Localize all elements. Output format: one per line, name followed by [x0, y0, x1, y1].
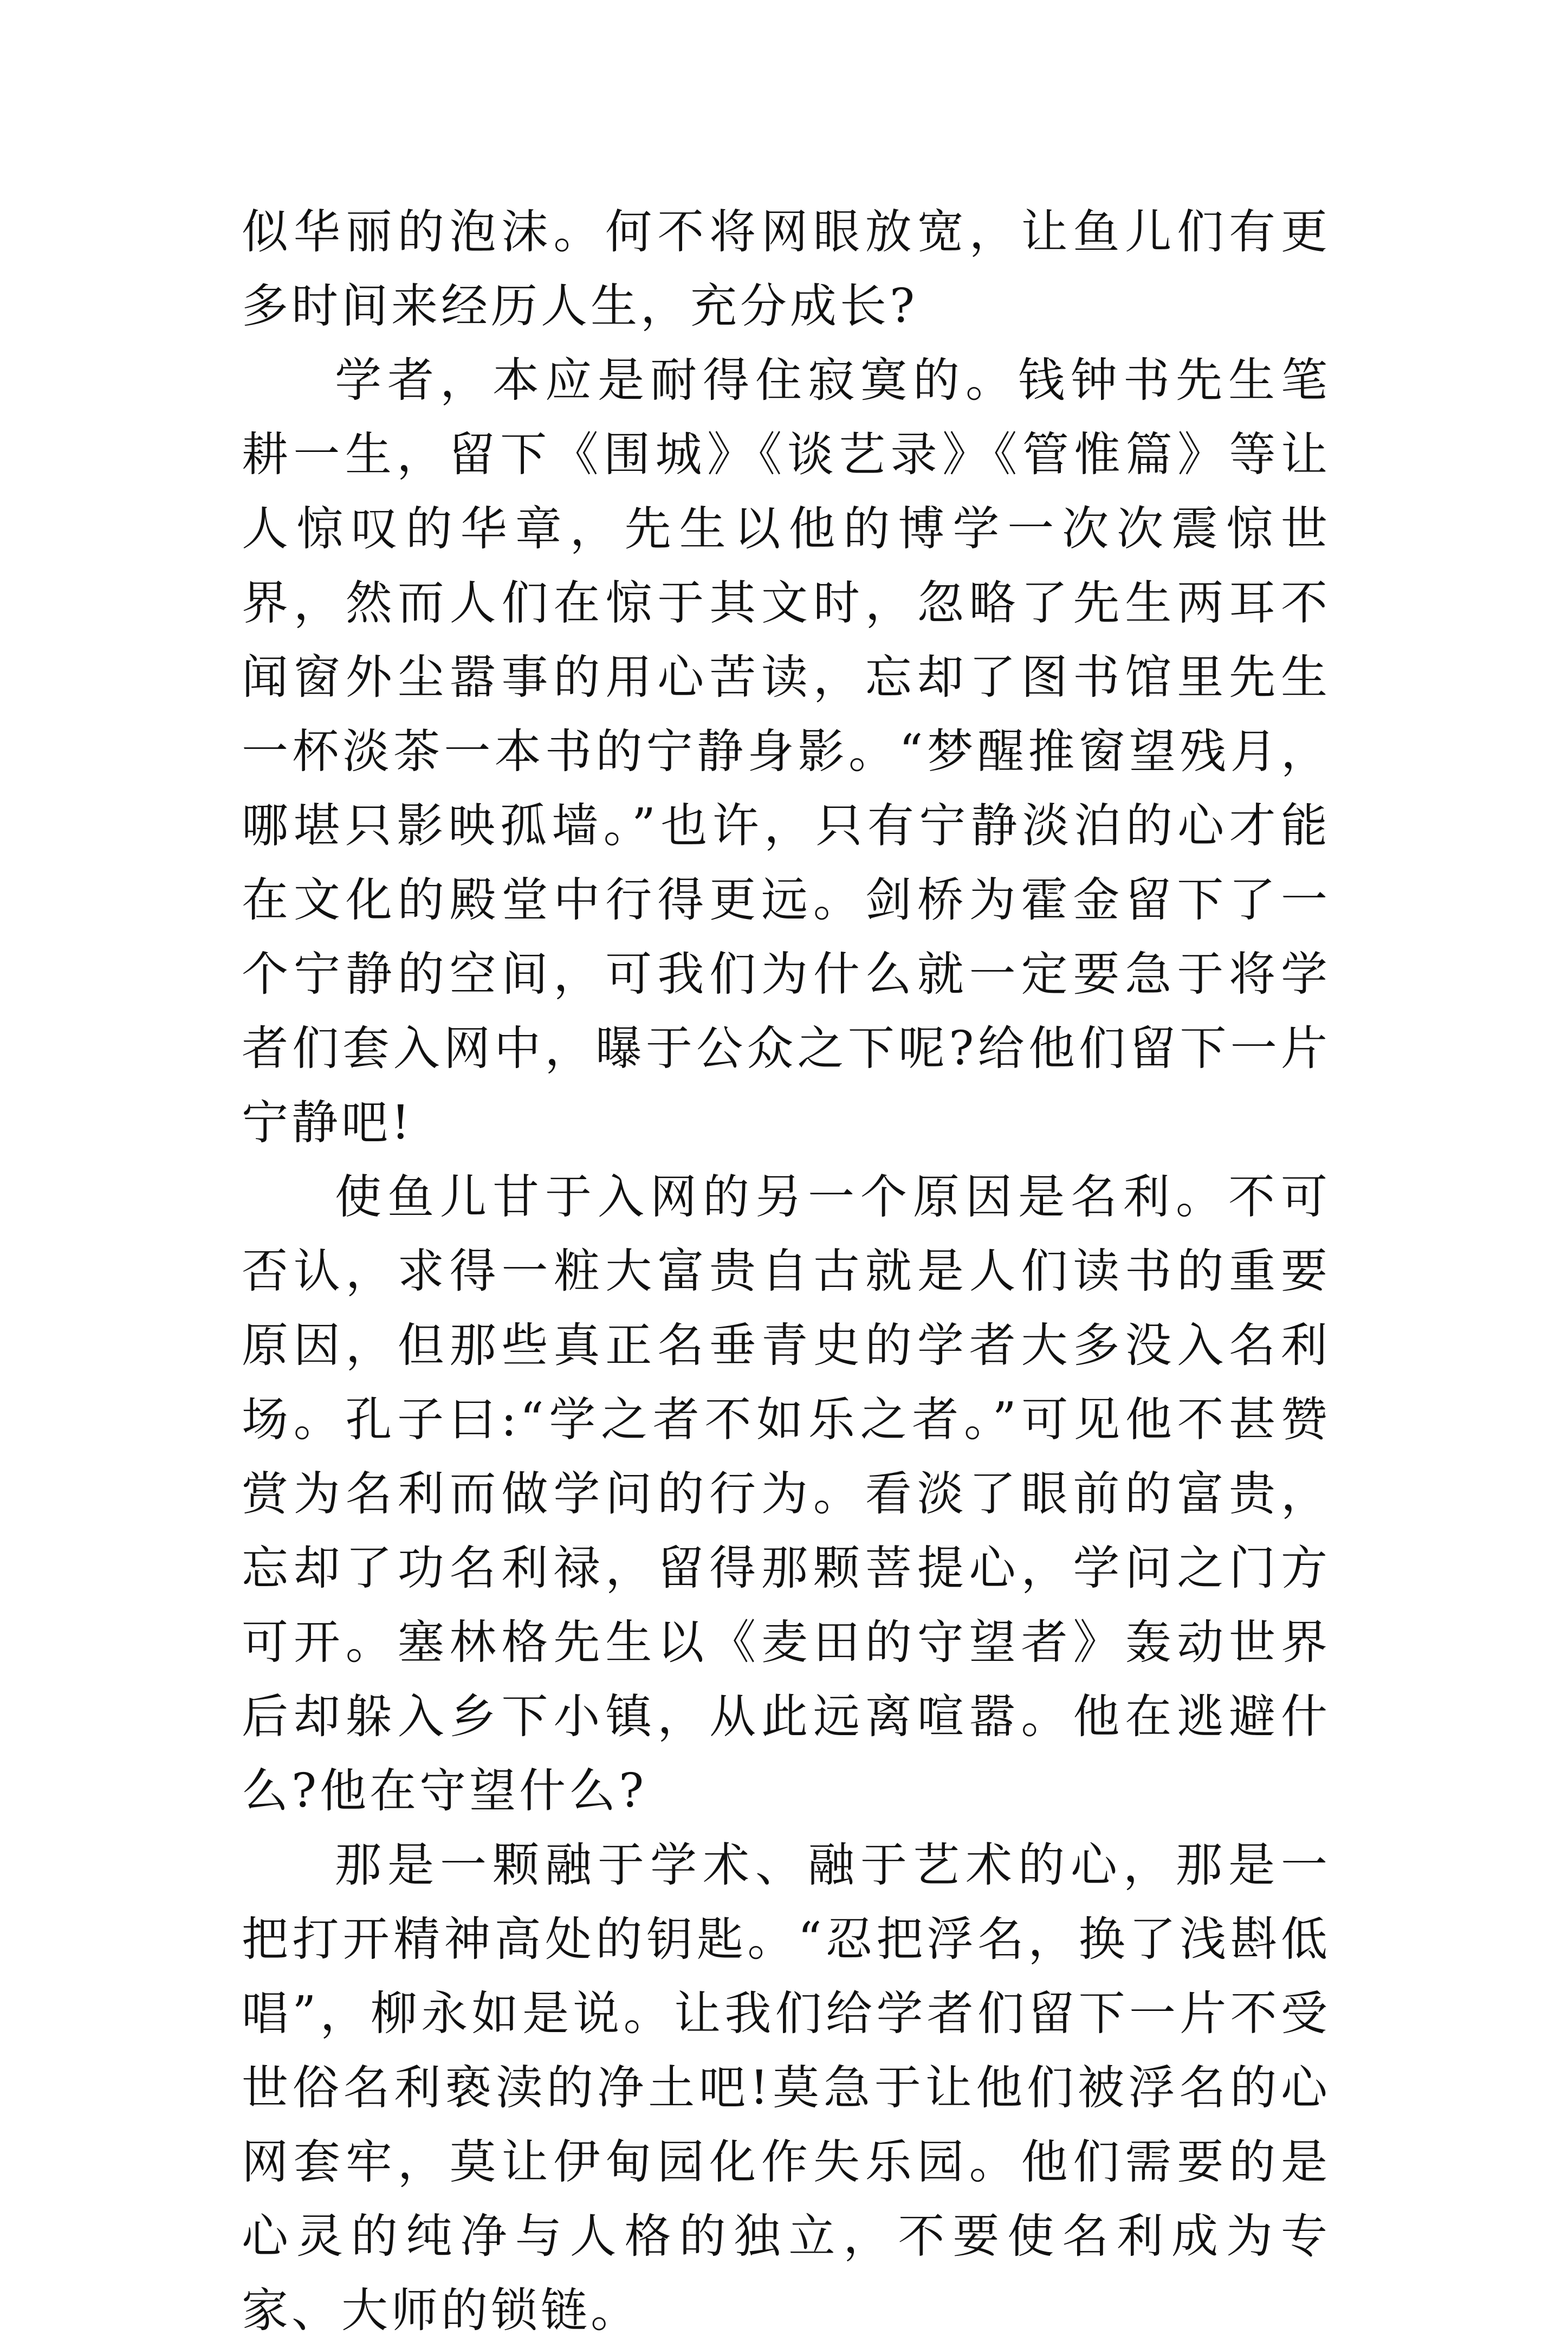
paragraph-2: 学者，本应是耐得住寂寞的。钱钟书先生笔耕一生，留下《围城》《谈艺录》《管惟篇》等让人惊叹的华章，先生以他的博学一次次震惊世界，然而人们在惊于其文时，忽略了先生两耳不闻窗外尘嚣事的用心苦读，忘却了图书馆里先生一杯淡茶一本书的宁静身影。“梦醒推窗望残月，哪堪只影映孤墙。”也许，只有宁静淡泊的心才能在文化的殿堂中行得更远。剑桥为霍金留下了一个宁静的空间，可我们为什么就一定要急于将学者们套入网中，曝于公众之下呢?给他们留下一片宁静吧!	[242, 353, 1331, 1150]
paragraph-1: 似华丽的泡沫。何不将网眼放宽，让鱼儿们有更多时间来经历人生，充分成长?	[242, 205, 1331, 333]
essay-body	[242, 195, 1331, 2348]
paragraph-4: 那是一颗融于学术、融于艺术的心，那是一把打开精神高处的钥匙。“忍把浮名，换了浅斟低唱”，柳永如是说。让我们给学者们留下一片不受世俗名利亵渎的净土吧!莫急于让他们被浮名的心网套牢，莫让伊甸园化作失乐园。他们需要的是心灵的纯净与人格的独立，不要使名利成为专家、大师的锁链。	[242, 1838, 1331, 2338]
paragraph-3: 使鱼儿甘于入网的另一个原因是名利。不可否认，求得一粧大富贵自古就是人们读书的重要原因，但那些真正名垂青史的学者大多没入名利场。孔子曰:“学之者不如乐之者。”可见他不甚赞赏为名利而做学问的行为。看淡了眼前的富贵，忘却了功名利禄，留得那颗菩提心，学问之门方可开。塞林格先生以《麦田的守望者》轰动世界后却躲入乡下小镇，从此远离喧嚣。他在逃避什么?他在守望什么?	[242, 1170, 1331, 1818]
